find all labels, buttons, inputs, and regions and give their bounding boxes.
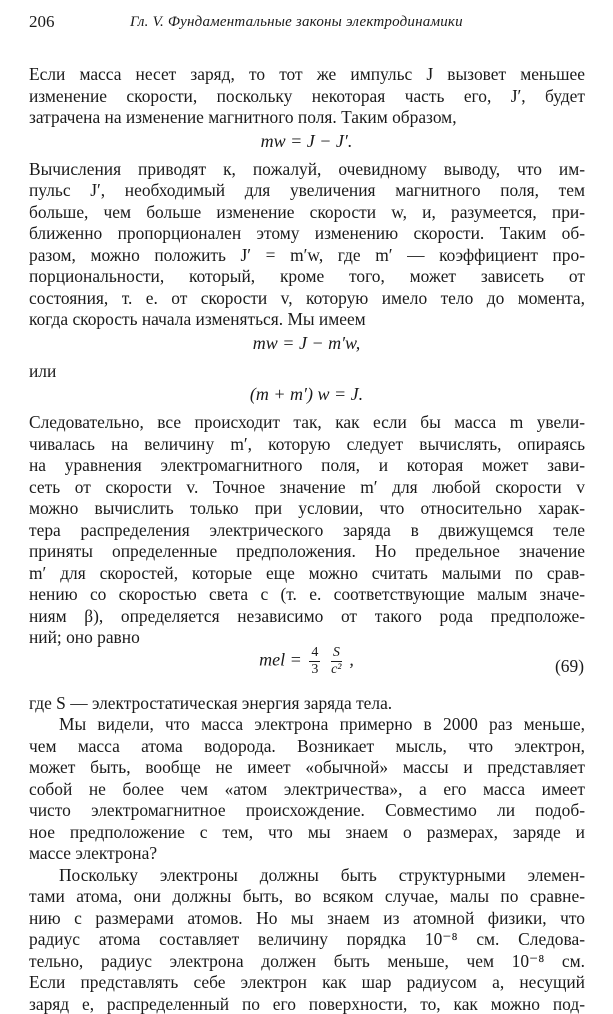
text-line: тельно, радиус электрона должен быть меньше, чем 10⁻⁸ см.	[29, 950, 585, 971]
text-line: Поскольку электроны должны быть структурными элемен-	[59, 864, 585, 885]
text-line: Вычисления приводят к, пожалуй, очевидному выводу, что им-	[29, 158, 585, 179]
text-line: ное предположение с тем, что мы знаем о размерах, заряде и	[29, 821, 585, 842]
text-line: ближенно пропорционален этому изменению скорости. Таким об-	[29, 223, 585, 243]
fraction-s-c2	[331, 645, 342, 678]
text-line: тера распределения электрического заряда в движущемся теле	[29, 519, 585, 540]
equation-2: mw = J − m′w,	[252, 332, 361, 353]
text-line: больше, чем больше изменение скорости w, и, разумеется, при-	[29, 201, 585, 222]
or-word: или	[29, 360, 57, 381]
text-line: сеть от скорости v. Точное значение m′ для любой скорости v	[29, 476, 585, 497]
fraction-4-3	[309, 645, 320, 678]
text-line: изменение скорости, поскольку некоторая часть его, J′, будет	[29, 85, 585, 106]
text-line: пульс J′, необходимый для увеличения магнитного поля, тем	[29, 180, 585, 200]
page-header	[0, 0, 613, 40]
text-line: приняты определенные предположения. Но предельное значение	[29, 541, 585, 561]
text-line: Мы видели, что масса электрона примерно в 2000 раз меньше,	[59, 714, 585, 734]
fraction-denominator: c²	[331, 661, 342, 677]
eq69-lhs: mel =	[259, 649, 302, 670]
text-line: когда скорость начала изменяться. Мы имеем	[29, 309, 366, 329]
text-line: чисто электромагнитное происхождение. Совместимо ли подоб-	[29, 800, 585, 820]
fraction-numerator: 4	[311, 644, 319, 660]
text-line: порциональности, который, кроме того, может зависеть от	[29, 266, 585, 286]
running-title: Гл. V. Фундаментальные законы электродинамики	[130, 14, 463, 30]
text-line: чем масса атома водорода. Возникает мысль, что электрон,	[29, 735, 585, 756]
text-line: нению со скоростью света c (т. е. соответствующие малым значе-	[29, 584, 585, 604]
text-line: чивалась на величину m′, которую следует вычислять, опираясь	[29, 433, 585, 454]
equation-3: (m + m′) w = J.	[249, 384, 364, 404]
eq69-tail: ,	[349, 649, 354, 670]
text-line: массе электрона?	[29, 843, 158, 863]
text-line: Следовательно, все происходит так, как если бы масса m увели-	[29, 412, 585, 432]
text-line: разом, можно положить J′ = m′w, где m′ — коэффициент про-	[29, 244, 585, 265]
fraction-denominator: 3	[311, 661, 319, 677]
equation-69	[0, 645, 613, 678]
equation-1: mw = J − J′.	[260, 130, 353, 151]
page-number: 206	[29, 12, 55, 31]
text-line: Если масса несет заряд, то тот же импульс J вызовет меньшее	[29, 64, 585, 84]
text-line: заряд e, распределенный по его поверхности, то, как можно под-	[29, 993, 585, 1014]
text-line: собой не более чем «атом электричества», а его масса имеет	[29, 778, 585, 799]
text-line: тами атома, они должны быть, во всяком случае, малы по сравне-	[29, 886, 585, 906]
equation-number: (69)	[555, 655, 584, 676]
text-line: на уравнения электромагнитного поля, и которая может зави-	[29, 455, 585, 475]
text-line: ний; оно равно	[29, 627, 140, 647]
text-line: где S — электростатическая энергия заряда тела.	[29, 692, 393, 713]
text-line: можно вычислить только при условии, что относительно харак-	[29, 498, 585, 518]
text-line: может быть, вообще не имеет «обычной» массы и представляет	[29, 757, 585, 777]
text-line: состояния, т. е. от скорости v, которую имело тело до момента,	[29, 287, 585, 308]
text-line: затрачена на изменение магнитного поля. Таким образом,	[29, 107, 457, 127]
text-line: радиус атома составляет величину порядка 10⁻⁸ см. Следова-	[29, 929, 585, 949]
fraction-numerator: S	[332, 644, 340, 660]
text-line: m′ для скоростей, которые еще можно считать малыми по срав-	[29, 562, 585, 583]
text-line: ниям β), определяется независимо от такого рода предположе-	[29, 605, 585, 626]
text-line: Если представлять себе электрон как шар радиусом a, несущий	[29, 972, 585, 992]
text-line: нию с размерами атомов. Но мы знаем из атомной физики, что	[29, 907, 585, 928]
